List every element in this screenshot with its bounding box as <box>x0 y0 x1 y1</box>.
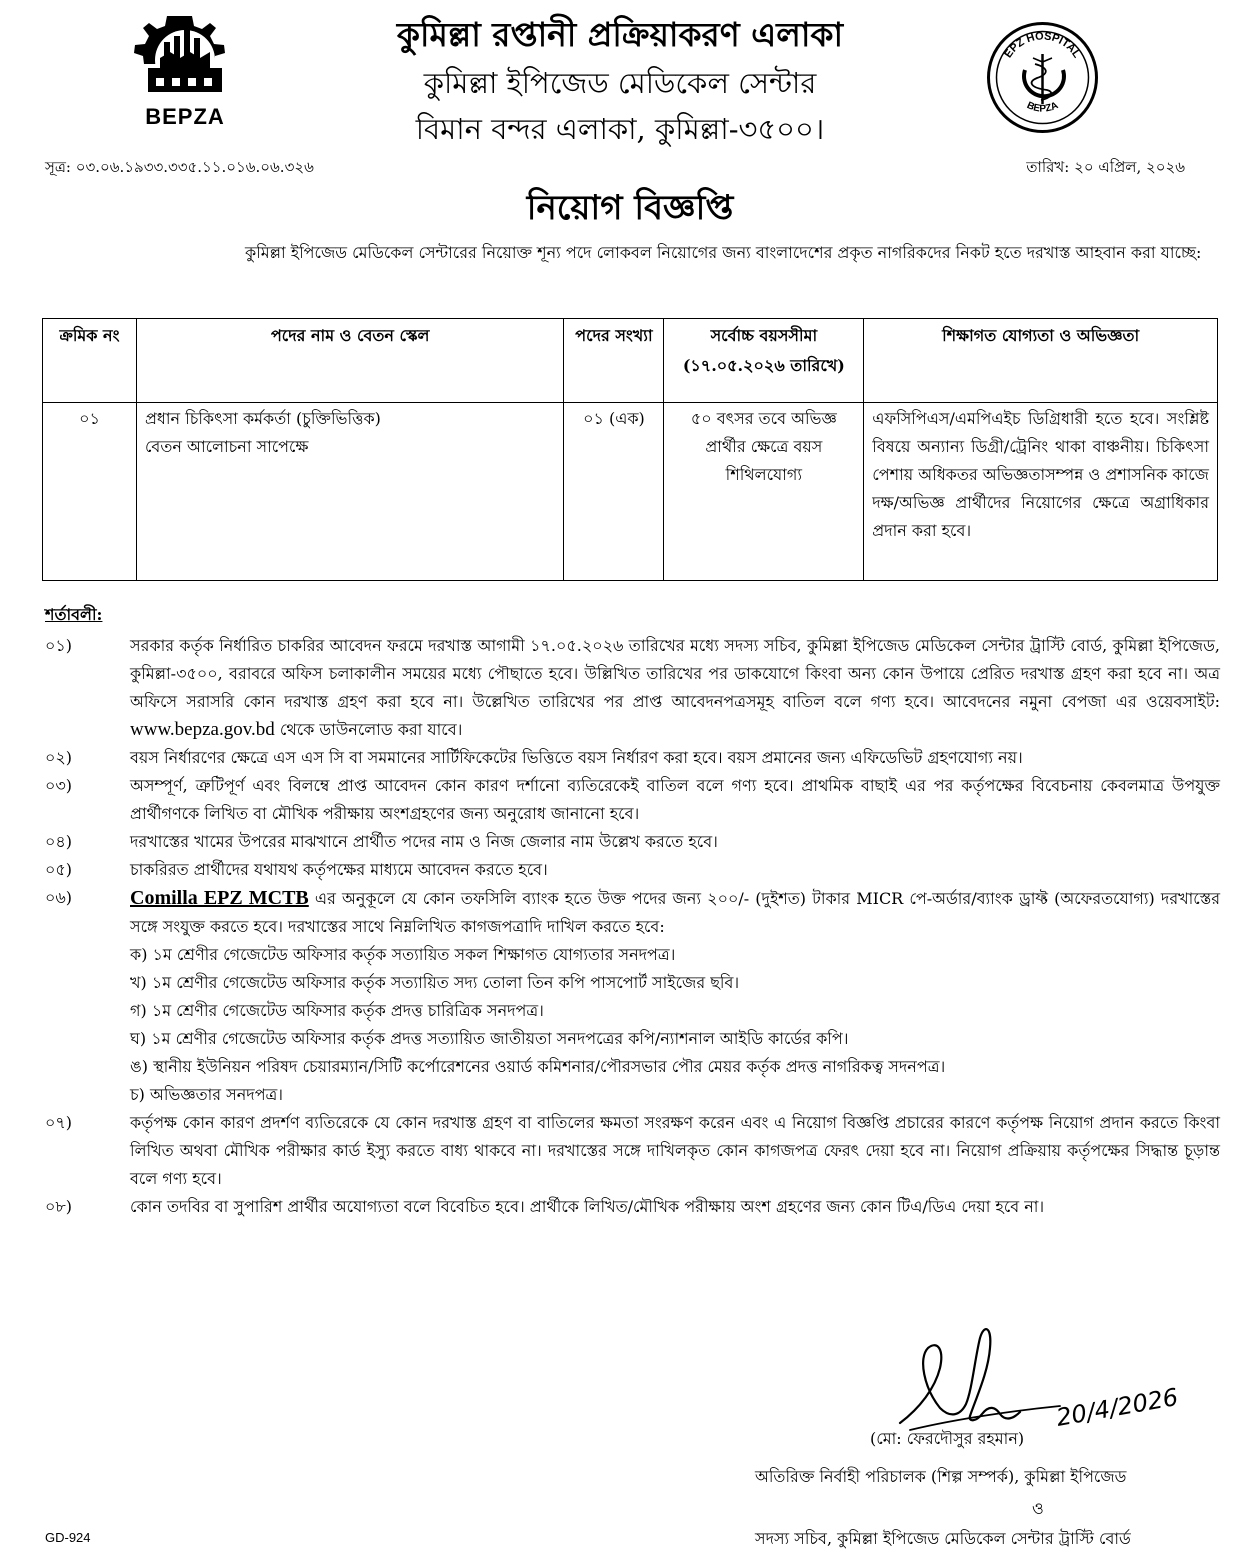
epz-hospital-seal <box>985 20 1100 135</box>
seal-bottom-text: BEPZA <box>1024 100 1061 115</box>
term-item-2 <box>45 744 1220 772</box>
payee-name: Comilla EPZ MCTB <box>130 887 309 909</box>
bepza-logo <box>130 12 240 132</box>
signatory-title-primary: অতিরিক্ত নির্বাহী পরিচালক (শিল্প সম্পর্ক), কুমিল্লা ইপিজেড <box>755 1467 1127 1486</box>
signature-image <box>880 1318 1220 1438</box>
term-item-6 <box>45 884 1220 1109</box>
term-item-4 <box>45 828 1220 856</box>
term-text: দরখাস্তের খামের উপরের মাঝখানে প্রার্থীত পদের নাম ও নিজ জেলার নাম উল্লেখ করতে হবে। <box>130 832 718 851</box>
signatory-title-secondary: সদস্য সচিব, কুমিল্লা ইপিজেড মেডিকেল সেন্টার ট্রাস্টি বোর্ড <box>755 1529 1131 1548</box>
term-number: ০৫) <box>45 860 73 879</box>
bepza-logo-text: BEPZA <box>145 104 225 129</box>
signatory-conjunction: ও <box>1032 1499 1044 1518</box>
term-text-continued: থেকে ডাউনলোড করা যাবে। <box>279 720 463 739</box>
letterhead <box>0 0 1260 150</box>
intro-paragraph: কুমিল্লা ইপিজেড মেডিকেল সেন্টারের নিয়োক্ত শূন্য পদে লোকবল নিয়োগের জন্য বাংলাদেশের প্রকৃত নাগরিকদের নিকট হতে দরখাস্ত আহবান করা যাচ্ছে: <box>245 243 1202 262</box>
term-item-5 <box>45 856 1220 884</box>
terms-heading: শর্তাবলী: <box>45 605 103 624</box>
signatory-name: (মো: ফেরদৌসুর রহমান) <box>870 1429 1025 1448</box>
term-item-3 <box>45 772 1220 828</box>
signature-date: 20/4/2026 <box>1054 1382 1181 1432</box>
memo-reference: সূত্র: ০৩.০৬.১৯৩৩.৩৩৫.১১.০১৬.০৬.৩২৬ <box>45 158 314 176</box>
organization-title: কুমিল্লা রপ্তানী প্রক্রিয়াকরণ এলাকা <box>396 15 844 54</box>
list-item: খ) ১ম শ্রেণীর গেজেটেড অফিসার কর্তৃক সত্যায়িত সদ্য তোলা তিন কপি পাসপোর্ট সাইজের ছবি। <box>130 973 740 992</box>
cell-age: ৫০ বৎসর তবে অভিজ্ঞ প্রার্থীর ক্ষেত্রে বয়স শিথিলযোগ্য <box>664 403 864 581</box>
seal-top-text: EPZ HOSPITAL <box>1002 30 1083 61</box>
term-number: ০৩) <box>45 776 73 795</box>
table-row <box>43 403 1218 581</box>
term-item-8 <box>45 1193 1220 1221</box>
term-text: অসম্পূর্ণ, ত্রুটিপূর্ণ এবং বিলম্বে প্রাপ্ত আবেদন কোন কারণ দর্শানো ব্যতিরেকেই বাতিল বলে গণ্য হবে। প্রাথমিক বাছাই এর পর কর্তৃপক্ষের বিবেচনায় কেবলমাত্র উপযুক্ত প্রার্থীগণকে লিখিত বা মৌখিক পরীক্ষায় অংশগ্রহণের জন্য অনুরোধ জানানো হবে। <box>130 776 1220 823</box>
list-item: ঙ) স্থানীয় ইউনিয়ন পরিষদ চেয়ারম্যান/সিটি কর্পোরেশনের ওয়ার্ড কমিশনার/পৌরসভার পৌর মেয়র কর্তৃক প্রদত্ত নাগরিকত্ব সদনপত্র। <box>130 1057 946 1076</box>
cell-count: ০১ (এক) <box>564 403 664 581</box>
header-qualification: শিক্ষাগত যোগ্যতা ও অভিজ্ঞতা <box>864 319 1218 403</box>
term-text: এর অনুকূলে যে কোন তফসিলি ব্যাংক হতে উক্ত পদের জন্য ২০০/- (দুইশত) টাকার MICR পে-অর্ডার/ব্যাংক ড্রাফ্ট (অফেরতযোগ্য) দরখাস্তের সঙ্গে সংযুক্ত করতে হবে। দরখাস্তের সাথে নিম্নলিখিত কাগজপত্রাদি দাখিল করতে হবে: <box>130 889 1220 936</box>
organization-address: বিমান বন্দর এলাকা, কুমিল্লা-৩৫০০। <box>415 112 825 146</box>
cell-serial: ০১ <box>43 403 137 581</box>
notice-title: নিয়োগ বিজ্ঞপ্তি <box>526 188 734 228</box>
vacancy-table <box>42 318 1218 581</box>
handwritten-signature <box>880 1318 1220 1438</box>
post-salary: বেতন আলোচনা সাপেক্ষে <box>144 437 309 456</box>
term-number: ০৮) <box>45 1197 73 1216</box>
term-number: ০৪) <box>45 832 73 851</box>
table-header-row <box>43 319 1218 403</box>
term-text: কোন তদবির বা সুপারিশ প্রার্থীর অযোগ্যতা বলে বিবেচিত হবে। প্রার্থীকে লিখিত/মৌখিক পরীক্ষায় অংশ গ্রহণের জন্য কোন টিএ/ডিএ দেয়া হবে না। <box>130 1197 1045 1216</box>
cell-qualification: এফসিপিএস/এমপিএইচ ডিগ্রিধারী হতে হবে। সংশ্লিষ্ট বিষয়ে অন্যান্য ডিগ্রী/ট্রেনিং থাকা বাঞ্চনীয়। চিকিৎসা পেশায় অধিকতর অভিজ্ঞতাসম্পন্ন ও প্রশাসনিক কাজে দক্ষ/অভিজ্ঞ প্রার্থীদের নিয়োগের ক্ষেত্রে অগ্রাধিকার প্রদান করা হবে। <box>864 403 1218 581</box>
header-count: পদের সংখ্যা <box>564 319 664 403</box>
list-item: ক) ১ম শ্রেণীর গেজেটেড অফিসার কর্তৃক সত্যায়িত সকল শিক্ষাগত যোগ্যতার সনদপত্র। <box>130 945 676 964</box>
term-number: ০৭) <box>45 1113 73 1132</box>
header-serial: ক্রমিক নং <box>43 319 137 403</box>
list-item: গ) ১ম শ্রেণীর গেজেটেড অফিসার কর্তৃক প্রদত্ত চারিত্রিক সনদপত্র। <box>130 1001 544 1020</box>
term-number: ০৬) <box>45 888 73 907</box>
term-text: কর্তৃপক্ষ কোন কারণ প্রদর্শণ ব্যতিরেকে যে কোন দরখাস্ত গ্রহণ বা বাতিলের ক্ষমতা সংরক্ষণ করেন এবং এ নিয়োগ বিজ্ঞপ্তি প্রচারের কারণে কর্তৃপক্ষ নিয়োগ প্রদান করতে কিংবা লিখিত অথবা মৌখিক পরীক্ষার কার্ড ইস্যু করতে বাধ্য থাকবে না। দরখাস্তের সঙ্গে দাখিলকৃত কোন কাগজপত্র ফেরৎ দেয়া হবে না। নিয়োগ প্রক্রিয়ায় কর্তৃপক্ষের সিদ্ধান্ত চূড়ান্ত বলে গণ্য হবে। <box>130 1113 1220 1188</box>
organization-subtitle: কুমিল্লা ইপিজেড মেডিকেল সেন্টার <box>423 66 817 100</box>
cell-post <box>136 403 564 581</box>
factory-gear-icon <box>130 12 240 107</box>
terms-list <box>45 632 1220 1221</box>
header-post: পদের নাম ও বেতন স্কেল <box>136 319 564 403</box>
post-name: প্রধান চিকিৎসা কর্মকর্তা (চুক্তিভিত্তিক) <box>144 409 381 428</box>
hospital-seal-icon <box>985 20 1100 135</box>
list-item: চ) অভিজ্ঞতার সনদপত্র। <box>130 1085 284 1104</box>
list-item: ঘ) ১ম শ্রেণীর গেজেটেড অফিসার কর্তৃক প্রদত্ত সত্যায়িত জাতীয়তা সনদপত্রের কপি/ন্যাশনাল আইডি কার্ডের কপি। <box>130 1029 849 1048</box>
document-checklist <box>130 941 1220 1109</box>
document-code: GD-924 <box>45 1530 91 1545</box>
header-age: সর্বোচ্চ বয়সসীমা (১৭.০৫.২০২৬ তারিখে) <box>664 319 864 403</box>
term-text: বয়স নির্ধারণের ক্ষেত্রে এস এস সি বা সমমানের সার্টিফিকেটের ভিত্তিতে বয়স নির্ধারণ করা হবে। বয়স প্রমানের জন্য এফিডেভিট গ্রহণযোগ্য নয়। <box>130 748 1023 767</box>
term-text: চাকরিরত প্রার্থীদের যথাযথ কর্তৃপক্ষের মাধ্যমে আবেদন করতে হবে। <box>130 860 548 879</box>
notice-date: তারিখ: ২০ এপ্রিল, ২০২৬ <box>1026 158 1185 176</box>
term-number: ০২) <box>45 748 73 767</box>
term-number: ০১) <box>45 636 73 655</box>
term-text: সরকার কর্তৃক নির্ধারিত চাকরির আবেদন ফরমে দরখাস্ত আগামী ১৭.০৫.২০২৬ তারিখের মধ্যে সদস্য সচিব, কুমিল্লা ইপিজেড মেডিকেল সেন্টার ট্রাস্টি বোর্ড, কুমিল্লা ইপিজেড, কুমিল্লা-৩৫০০, বরাবরে অফিস চলাকালীন সময়ের মধ্যে পৌছাতে হবে। উল্লিখিত তারিখের পর ডাকযোগে কিংবা অন্য কোন উপায়ে প্রেরিত দরখাস্ত গ্রহণ করা হবে না। অত্র অফিসে সরাসরি কোন দরখাস্ত গ্রহণ করা হবে না। উল্লেখিত তারিখের পর প্রাপ্ত আবেদনপত্রসমূহ বাতিল বলে গণ্য হবে। আবেদনের নমুনা বেপজা এর ওয়েবসাইট: <box>130 636 1220 711</box>
term-item-7 <box>45 1109 1220 1193</box>
bepza-website-link[interactable]: www.bepza.gov.bd <box>130 719 275 740</box>
term-item-1 <box>45 632 1220 744</box>
